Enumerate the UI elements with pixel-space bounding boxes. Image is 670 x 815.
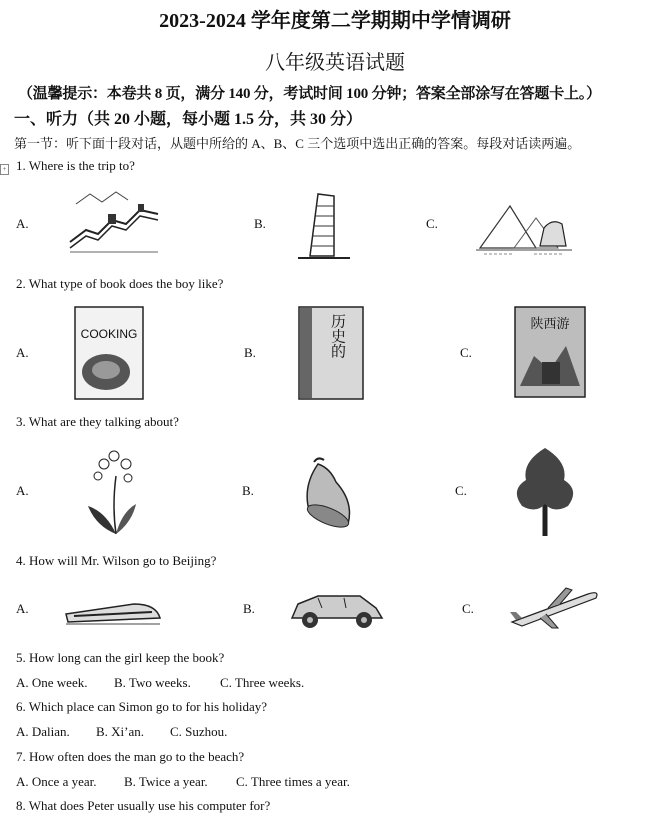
q7-option-b: B. Twice a year. [124,774,208,789]
q2-option-b-label: B. [244,345,256,360]
q2-option-a-label: A. [16,345,29,360]
q2-option-c-label: C. [460,345,472,360]
section-instruction: 第一节：听下面十段对话，从题中所给的 A、B、C 三个选项中选出正确的答案。每段对话读两遍。 [14,136,581,151]
history-book-title: 历史的 [329,313,347,359]
travel-book-title: 陕西游 [530,317,570,332]
leaning-tower-icon [288,188,358,260]
q1-option-c-label: C. [426,216,438,231]
question-2: 2. What type of book does the boy like? [16,276,224,291]
question-7: 7. How often does the man go to the beach? [16,749,245,764]
q3-option-c-label: C. [455,483,467,498]
q1-option-a-label: A. [16,216,29,231]
great-wall-icon [68,190,163,255]
flower-icon [76,446,142,538]
question-3: 3. What are they talking about? [16,414,179,429]
question-1: 1. Where is the trip to? [16,158,135,173]
section-heading: 一、听力（共 20 小题，每小题 1.5 分，共 30 分） [14,111,363,128]
q4-option-c-label: C. [462,601,474,616]
q3-option-b-label: B. [242,483,254,498]
travel-book-icon [514,306,586,398]
history-book-icon [298,306,364,400]
airplane-icon [508,586,602,632]
anchor-icon: + [0,164,9,175]
question-5: 5. How long can the girl keep the book? [16,650,225,665]
q6-option-b: B. Xi’an. [96,724,145,739]
exam-subtitle: 八年级英语试题 [265,52,405,74]
q5-option-c: C. Three weeks. [220,675,305,690]
pyramids-sphinx-icon [474,188,574,258]
question-8: 8. What does Peter usually use his computer for? [16,798,271,813]
exam-notice: （温馨提示：本卷共 8 页，满分 140 分，考试时间 100 分钟；答案全部涂写在答题卡上。） [18,86,601,102]
car-icon [288,590,384,632]
q6-option-a: A. Dalian. [16,724,70,739]
tree-icon [508,444,582,538]
exam-title: 2023-2024 学年度第二学期期中学情调研 [159,10,511,32]
q4-option-b-label: B. [243,601,255,616]
q5-option-b: B. Two weeks. [114,675,191,690]
high-speed-train-icon [64,592,162,628]
question-4: 4. How will Mr. Wilson go to Beijing? [16,553,217,568]
cooking-book-title: COOKING [80,327,138,341]
q7-option-a: A. Once a year. [16,774,97,789]
cooking-book-icon [74,306,144,400]
q4-option-a-label: A. [16,601,29,616]
q1-option-b-label: B. [254,216,266,231]
q3-option-a-label: A. [16,483,29,498]
q5-option-a: A. One week. [16,675,88,690]
bell-icon [296,454,366,532]
q6-option-c: C. Suzhou. [170,724,228,739]
question-6: 6. Which place can Simon go to for his holiday? [16,699,268,714]
q7-option-c: C. Three times a year. [236,774,350,789]
